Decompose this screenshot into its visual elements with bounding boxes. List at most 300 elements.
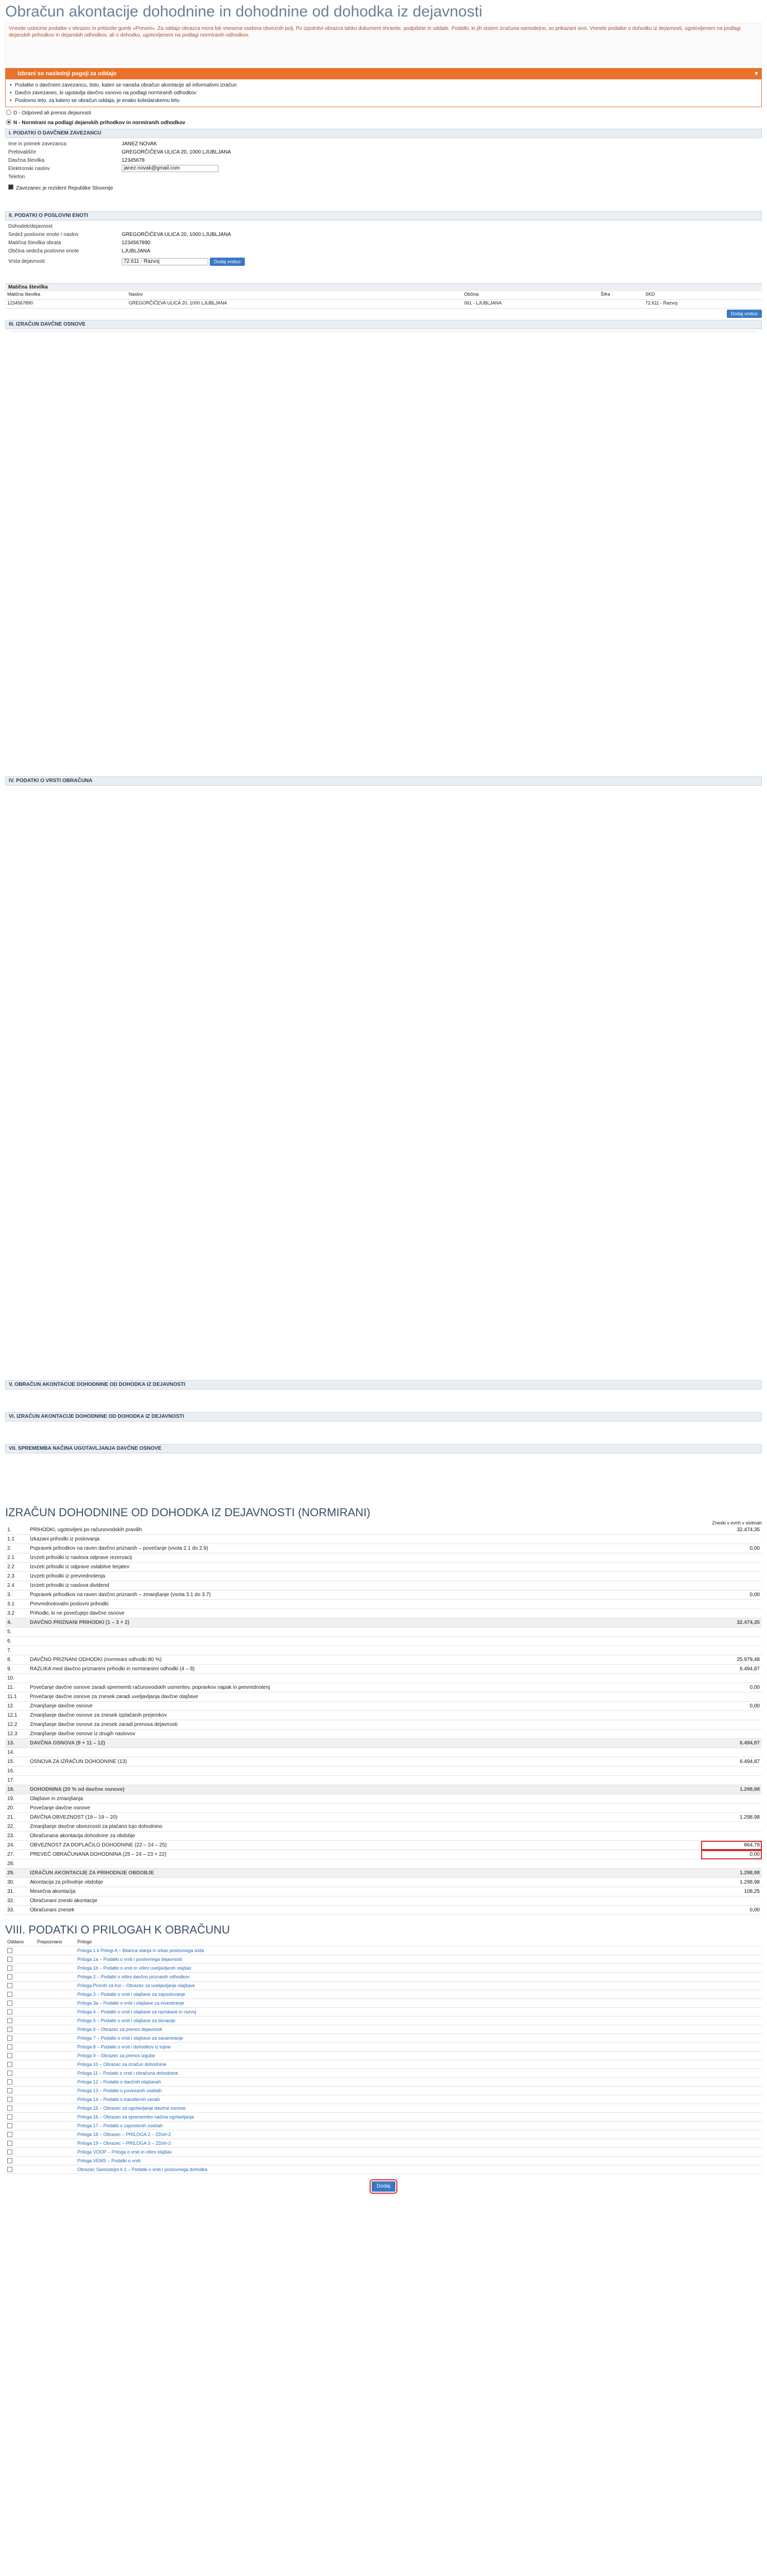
attachment-name [75, 2139, 762, 2148]
attachment-submitted[interactable] [5, 2122, 35, 2130]
attachment-recognized [35, 2008, 75, 2016]
checkbox-icon[interactable] [7, 2071, 12, 2076]
calc-row-value[interactable]: 1.298,98 [701, 1785, 762, 1794]
calc-row-number: 11. [5, 1683, 28, 1692]
attachment-recognized [35, 2025, 75, 2034]
calc-row-value[interactable] [701, 1822, 762, 1832]
calc-row-value[interactable] [701, 1581, 762, 1590]
attachments-table [5, 1938, 762, 2174]
form-row [8, 165, 759, 173]
attachment-row [5, 2016, 762, 2025]
calc-row-label [28, 1859, 701, 1869]
calc-row [5, 1572, 762, 1581]
checkbox-icon[interactable] [7, 2009, 12, 2014]
calc-row-number: 13. [5, 1739, 28, 1748]
attachment-recognized [35, 2069, 75, 2078]
checkbox-icon[interactable] [7, 2088, 12, 2093]
attachment-link[interactable]: Priloga 3 – Podatki o vrsti i olajšave za zaposlovanje [77, 1992, 186, 1997]
checkbox-icon[interactable] [7, 2141, 12, 2146]
calc-row-number: 18. [5, 1785, 28, 1794]
attachment-row [5, 2113, 762, 2122]
section-header: I. PODATKI O DAVČNEM ZAVEZANCU [5, 129, 762, 138]
attachment-name [75, 2130, 762, 2139]
calc-row-value[interactable]: 32.474,35 [701, 1526, 762, 1535]
attachment-link[interactable]: Priloga 7 – Podatki o vrsti i olajšave za zavarovanje [77, 2036, 184, 2041]
calc-row-value[interactable] [701, 1563, 762, 1572]
calc-row [5, 1757, 762, 1767]
alert-box [5, 79, 762, 107]
calc-row [5, 1767, 762, 1776]
calc-row-value[interactable]: 1.298,98 [701, 1878, 762, 1887]
attachment-link[interactable]: Priloga VEMS – Podatki o vrsti [77, 2158, 141, 2163]
checkbox-icon[interactable] [7, 2123, 12, 2128]
calc-row-value[interactable] [701, 1859, 762, 1869]
calc-row-value[interactable]: 0,00 [701, 1850, 762, 1859]
add-row-button[interactable]: Dodaj vrstico [210, 258, 245, 266]
attachment-link[interactable]: Priloga 1b – Podatki o vrsti in višini uveljavljenih olajšav [77, 1965, 192, 1971]
attachment-submitted[interactable] [5, 2069, 35, 2078]
attachment-submitted[interactable] [5, 1981, 35, 1990]
attachment-row [5, 2025, 762, 2034]
checkbox-icon[interactable] [7, 1957, 12, 1962]
attachment-link[interactable]: Priloga 3a – Podatki o vrsti i olajšave za investiranje [77, 2001, 185, 2006]
alert-bar[interactable] [5, 68, 762, 79]
attachment-recognized [35, 1955, 75, 1964]
calc-row-label [28, 1748, 701, 1757]
field-label: Vrsta dejavnosti [8, 259, 45, 264]
calc-row-value[interactable] [701, 1637, 762, 1646]
attachment-recognized [35, 2052, 75, 2060]
attachment-name [75, 2060, 762, 2069]
calc-row-label: DOHODNINA (20 % od davčne osnove) [28, 1785, 701, 1794]
checkbox-icon[interactable] [7, 1948, 12, 1953]
units-table [5, 291, 762, 309]
attachment-link[interactable]: Priloga 5 – Podatki o vrsti i olajšave za donacije [77, 2018, 176, 2023]
calc-row-label: Zmanjšanje davčne osnove iz drugih naslovov [28, 1730, 701, 1739]
calc-row [5, 1841, 762, 1850]
unit-form [5, 221, 762, 281]
attachment-link[interactable]: Priloga 11 – Podatki o vrsti i obračuna dohodnine [77, 2071, 178, 2076]
calc-row-value[interactable]: 32.474,35 [701, 1618, 762, 1628]
attachment-submitted[interactable] [5, 2008, 35, 2016]
calc-row-label: Izvzeti prihodki iz prevrednotenja [28, 1572, 701, 1581]
calc-row-number: 12. [5, 1702, 28, 1711]
attachment-row [5, 1973, 762, 1981]
calc-row-value[interactable] [701, 1711, 762, 1720]
attachment-link[interactable]: Priloga 4 – Podatki o vrsti i olajšave za raziskave in razvoj [77, 2009, 196, 2014]
calc-row-number: 2. [5, 1544, 28, 1553]
attachment-name [75, 1973, 762, 1981]
cell[interactable]: 72.611 - Razvoj [643, 300, 762, 309]
attachment-name [75, 1964, 762, 1973]
radio-icon[interactable] [6, 120, 11, 125]
attachment-row [5, 1990, 762, 1999]
calc-row-number: 12.3 [5, 1730, 28, 1739]
calc-row-value[interactable] [701, 1553, 762, 1563]
calc-row-number: 31. [5, 1887, 28, 1896]
calc-row-label [28, 1646, 701, 1655]
calc-row-label: Zmanjšanje davčne osnove [28, 1702, 701, 1711]
section-iii-body [5, 331, 762, 774]
attachment-submitted[interactable] [5, 2078, 35, 2087]
calc-row [5, 1794, 762, 1804]
field-label: Dohodek/dejavnost [8, 224, 53, 229]
calc-row-value[interactable] [701, 1535, 762, 1544]
calc-row-label: DAVČNA OSNOVA (9 + 11 – 12) [28, 1739, 701, 1748]
calc-row-value[interactable] [701, 1804, 762, 1813]
calc-row-value[interactable]: 0,00 [701, 1590, 762, 1600]
calc-row-number: 12.1 [5, 1711, 28, 1720]
attachment-submitted[interactable] [5, 1973, 35, 1981]
attachment-submitted[interactable] [5, 2139, 35, 2148]
calc-row-label: Popravek prihodkov na raven davčno priznanih – zmanjšanje (vsota 3.1 do 3.7) [28, 1590, 701, 1600]
form-row [8, 231, 759, 239]
attachment-link[interactable]: Obrazec Samostojni k 1 – Podatki o vrsti i poslovnega dohodka [77, 2167, 208, 2172]
checkbox-icon[interactable] [7, 2097, 12, 2102]
alert-item: • Poslovno leto, za katero se obračun oddaja, je enako koledarskemu letu [10, 97, 757, 105]
checkbox-icon[interactable] [7, 1965, 12, 1971]
calc-row-label: Izvzeti prihodki iz naslova dividend [28, 1581, 701, 1590]
col-header: Občina [462, 291, 598, 300]
attachment-row [5, 2060, 762, 2069]
attachment-link[interactable]: Priloga 2 – Podatki o višini davčno priznanih odhodkov [77, 1974, 190, 1979]
calc-row-label: PREVEČ OBRAČUNANA DOHODNINA (25 – 24 – 23 + 22) [28, 1850, 701, 1859]
calc-row-number: 30. [5, 1878, 28, 1887]
calc-row-value[interactable]: 1.298,98 [701, 1813, 762, 1822]
email-field[interactable]: janez.novak@gmail.com [122, 165, 219, 172]
attachment-row [5, 2008, 762, 2016]
intro-text: Vnesite ustrezne podatke v obrazec in pritisnite gumb »Preveri«. Za oddajo obrazca mora biti vnesena vsebina obveznih polj. Po izpolnitvi obrazca lahko dokument shranite, podpišete in oddate. Podatki, ki jih sistem izračuna samodejno, so prikazani sivo. Vnesite podatke o dohodku iz dejavnosti, ugotovljenem na podlagi dejanskih prihodkov in dejanskih odhodkov, ali o dohodku, ugotovljenem na podlagi normiranih odhodkov. [5, 23, 762, 65]
calc-row-number: 21. [5, 1813, 28, 1822]
attachments-title: VIII. PODATKI O PRILOGAH K OBRAČUNU [5, 1923, 230, 1936]
calc-row-value[interactable] [701, 1776, 762, 1785]
calc-row-number: 24. [5, 1841, 28, 1850]
attachment-submitted[interactable] [5, 2034, 35, 2043]
section-header: VII. SPREMEMBA NAČINA UGOTAVLJANJA DAVČNE OSNOVE [5, 1444, 762, 1453]
calc-row [5, 1628, 762, 1637]
calc-row-label: PRIHODKI, ugotovljeni po računovodskih pravilih [28, 1526, 701, 1535]
calc-row-value[interactable]: 25.979,48 [701, 1655, 762, 1665]
calc-row [5, 1832, 762, 1841]
attachment-name [75, 2095, 762, 2104]
calc-row-label: Izkazani prihodki iz poslovanja [28, 1535, 701, 1544]
calc-row-label [28, 1767, 701, 1776]
calc-row-value[interactable]: 864,79 [701, 1841, 762, 1850]
calc-row-value[interactable] [701, 1720, 762, 1730]
calc-row-label [28, 1628, 701, 1637]
calc-row-value[interactable] [701, 1600, 762, 1609]
form-row [8, 223, 759, 231]
calc-row-number: 16. [5, 1767, 28, 1776]
cell[interactable]: GREGORČIČEVA ULICA 20, 1000 LJUBLJANA [127, 300, 462, 309]
attachment-submitted[interactable] [5, 2060, 35, 2069]
attachment-submitted[interactable] [5, 2104, 35, 2113]
attachment-link[interactable]: Priloga 9 – Obrazec za prenos izgube [77, 2053, 155, 2058]
col-header: Priloge [75, 1938, 762, 1946]
calc-row [5, 1822, 762, 1832]
calc-row-value[interactable]: 1.298,98 [701, 1869, 762, 1878]
calc-row-number: 8. [5, 1655, 28, 1665]
calc-row-value[interactable] [701, 1572, 762, 1581]
calc-row [5, 1683, 762, 1692]
table-row [5, 291, 762, 300]
cell[interactable]: 061 - LJUBLJANA [462, 300, 598, 309]
cell[interactable]: 1234567890 [5, 300, 127, 309]
attachment-link[interactable]: Priloga 16 – Obrazec za spremembo načina ugotavljanja [77, 2114, 194, 2120]
field-value: JANEZ NOVAK [122, 141, 157, 147]
calc-row-value[interactable]: 108,25 [701, 1887, 762, 1896]
calc-row-label [28, 1674, 701, 1683]
calc-row-label: Zmanjšanje davčne obveznosti za plačano tujo dohodnino [28, 1822, 701, 1832]
attachment-submitted[interactable] [5, 2148, 35, 2157]
checkbox-icon[interactable] [7, 2027, 12, 2032]
calc-row-label [28, 1637, 701, 1646]
attachment-recognized [35, 2060, 75, 2069]
section-header: VI. IZRAČUN AKONTACIJE DOHODNINE OD DOHODKA IZ DEJAVNOSTI [5, 1412, 762, 1421]
attachment-link[interactable]: Priloga 17 – Podatki o zaposlenih osebah [77, 2123, 163, 2128]
attachment-submitted[interactable] [5, 2165, 35, 2174]
calc-row-value[interactable] [701, 1692, 762, 1702]
attachment-submitted[interactable] [5, 2113, 35, 2122]
col-header: Šifra [598, 291, 643, 300]
calc-row-value[interactable] [701, 1674, 762, 1683]
attachment-name [75, 2157, 762, 2165]
alert-item: • Davčni zavezanec, ki ugotavlja davčno osnovo na podlagi normiranih odhodkov [10, 89, 757, 97]
radio-icon[interactable] [6, 110, 11, 115]
attachment-row [5, 2052, 762, 2060]
attachment-row [5, 2165, 762, 2174]
taxpayer-form [5, 138, 762, 209]
attachment-submitted[interactable] [5, 1990, 35, 1999]
checkbox-icon[interactable] [7, 2079, 12, 2084]
calc-row-value[interactable]: 6.494,87 [701, 1757, 762, 1767]
checkbox-icon[interactable] [7, 2158, 12, 2163]
checkbox-icon[interactable] [7, 2018, 12, 2023]
attachment-name [75, 1955, 762, 1964]
attachment-link[interactable]: Priloga 1a – Podatki o vrsti i poslovnega dejavnosti [77, 1957, 182, 1962]
attachment-name [75, 2087, 762, 2095]
attachment-submitted[interactable] [5, 2016, 35, 2025]
attachment-name [75, 2078, 762, 2087]
checkbox-icon[interactable] [7, 2062, 12, 2067]
attachment-row [5, 2095, 762, 2104]
calc-row-label [28, 1776, 701, 1785]
calc-row [5, 1804, 762, 1813]
calc-row-value[interactable] [701, 1628, 762, 1637]
field-value: GREGORČIČEVA ULICA 20, 1000 LJUBLJANA [122, 149, 231, 155]
calc-row-value[interactable] [701, 1730, 762, 1739]
attachment-name [75, 2016, 762, 2025]
checkbox-icon[interactable] [7, 1983, 12, 1988]
checkbox-icon[interactable] [7, 2149, 12, 2155]
checkbox-icon[interactable] [7, 2106, 12, 2111]
attachment-row [5, 1999, 762, 2008]
checkbox-icon[interactable] [8, 184, 13, 190]
attachment-submitted[interactable] [5, 2157, 35, 2165]
attachment-link[interactable]: Priloga 10 – Obrazec za izračun dohodnine [77, 2062, 166, 2067]
calc-row-value[interactable] [701, 1794, 762, 1804]
section-v-body [5, 1389, 762, 1410]
calc-row-number: 2.1 [5, 1553, 28, 1563]
calc-row [5, 1739, 762, 1748]
attachment-submitted[interactable] [5, 2052, 35, 2060]
calc-row-number: 33. [5, 1906, 28, 1915]
add-attachment-button[interactable]: Dodaj [372, 2181, 395, 2192]
calc-row-number: 2.4 [5, 1581, 28, 1590]
calc-row-label: Obračunana akontacija dohodnine za obdobje [28, 1832, 701, 1841]
calc-row-number: 19. [5, 1794, 28, 1804]
attachment-name [75, 2025, 762, 2034]
attachment-name [75, 2043, 762, 2052]
checkbox-icon[interactable] [7, 2036, 12, 2041]
attachment-name [75, 1990, 762, 1999]
calc-row-value[interactable]: 0,00 [701, 1702, 762, 1711]
calc-row-number: 14. [5, 1748, 28, 1757]
alert-item: • Podatke o davčnem zavezancu, tisto, kateri se nanaša obračun akontacije ali informativni izračun [10, 81, 757, 89]
attachment-link[interactable]: Priloga 12 – Podatki o davčnih olajšavah [77, 2079, 161, 2084]
calc-row-number: 3.2 [5, 1609, 28, 1618]
field-label: Davčna številka [8, 158, 45, 163]
calc-row-value[interactable]: 0,00 [701, 1906, 762, 1915]
calc-row-value[interactable] [701, 1896, 762, 1906]
calc-row [5, 1702, 762, 1711]
attachment-name [75, 2113, 762, 2122]
calc-row-value[interactable]: 0,00 [701, 1544, 762, 1553]
attachment-recognized [35, 1946, 75, 1955]
calc-row-label: Popravek prihodkov na raven davčno priznanih – povečanje (vsota 2.1 do 2.9) [28, 1544, 701, 1553]
checkbox-icon[interactable] [7, 2132, 12, 2137]
field-label: Občina sedeža poslovne enote [8, 248, 79, 254]
calc-table [5, 1526, 762, 1915]
calc-row [5, 1526, 762, 1535]
checkbox-icon[interactable] [7, 2167, 12, 2172]
attachment-submitted[interactable] [5, 2043, 35, 2052]
attachment-link[interactable]: Priloga 1 k Prilogi A – Bilanca stanja in izkaz poslovnega izida [77, 1948, 204, 1953]
section-iv-body [5, 786, 762, 1378]
col-header: Prepoznano [35, 1938, 75, 1946]
checkbox-icon[interactable] [7, 2044, 12, 2049]
calc-row-number: 5. [5, 1628, 28, 1637]
form-row [8, 140, 759, 148]
field-label: Sedež poslovne enote / naslov [8, 232, 79, 238]
option-n[interactable] [6, 119, 761, 127]
attachment-submitted[interactable] [5, 2130, 35, 2139]
checkbox-icon[interactable] [7, 2114, 12, 2120]
attachment-submitted[interactable] [5, 2095, 35, 2104]
table-row[interactable] [5, 300, 762, 309]
calc-row [5, 1544, 762, 1553]
checkbox-icon[interactable] [7, 2053, 12, 2058]
col-header: Oddano [5, 1938, 35, 1946]
section-vii-body [5, 1453, 762, 1500]
calc-row-number: 23. [5, 1832, 28, 1841]
calc-row-number: 3. [5, 1590, 28, 1600]
calc-row-value[interactable] [701, 1832, 762, 1841]
attachment-link[interactable]: Priloga 14 – Podatki o transfernih cenah [77, 2097, 160, 2102]
calc-row [5, 1887, 762, 1896]
attachment-recognized [35, 2130, 75, 2139]
calc-row [5, 1563, 762, 1572]
activity-row [8, 258, 759, 266]
checkbox-icon[interactable] [7, 1974, 12, 1979]
calc-row-value[interactable]: 0,00 [701, 1683, 762, 1692]
attachment-recognized [35, 2034, 75, 2043]
calc-title: IZRAČUN DOHODNINE OD DOHODKA IZ DEJAVNOSTI (NORMIRANI) [5, 1506, 371, 1519]
col-header: Naslov [127, 291, 462, 300]
activity-select[interactable]: 72.611 - Razvoj [122, 258, 208, 265]
calc-row-number: 29. [5, 1869, 28, 1878]
calc-row-value[interactable]: 6.494,87 [701, 1739, 762, 1748]
calc-row [5, 1906, 762, 1915]
attachment-submitted[interactable] [5, 1946, 35, 1955]
calc-row-label: DAVČNO PRIZNANI ODHODKI (normirani odhodki 80 %) [28, 1655, 701, 1665]
calc-row-number: 22. [5, 1822, 28, 1832]
calc-row-number: 2.3 [5, 1572, 28, 1581]
attachment-recognized [35, 2165, 75, 2174]
attachment-submitted[interactable] [5, 1999, 35, 2008]
form-row [8, 157, 759, 165]
attachment-link[interactable]: Priloga Priznih za Ksi – Obrazec za uveljavljanje olajšave [77, 1983, 195, 1988]
attachment-link[interactable]: Priloga 19 – Obrazec – PRILOGA 3 – ZDoh-2 [77, 2141, 171, 2146]
checkbox-icon[interactable] [7, 1992, 12, 1997]
checkbox-icon[interactable] [7, 2001, 12, 2006]
attachment-submitted[interactable] [5, 1964, 35, 1973]
attachment-submitted[interactable] [5, 1955, 35, 1964]
section-vi-body [5, 1421, 762, 1442]
attachment-link[interactable]: Priloga 8 – Podatki o vrsti i dohodkov iz tujine [77, 2044, 171, 2049]
field-value: LJUBLJANA [122, 248, 151, 254]
close-icon[interactable]: ▾ [755, 71, 758, 77]
alert-title: Izbrani so naslednji pogoji za oddajo [18, 71, 116, 77]
section-header: II. PODATKI O POSLOVNI ENOTI [5, 211, 762, 221]
add-unit-button[interactable]: Dodaj vrstico [727, 310, 762, 318]
calc-row-value[interactable] [701, 1748, 762, 1757]
calc-row-label: OBVEZNOST ZA DOPLAČILO DOHODNINE (22 – 24 – 25) [28, 1841, 701, 1850]
attachment-link[interactable]: Priloga 18 – Obrazec – PRILOGA 2 – ZDoh-2 [77, 2132, 171, 2137]
calc-row-number: 17. [5, 1776, 28, 1785]
calc-row-value[interactable] [701, 1646, 762, 1655]
attachment-submitted[interactable] [5, 2025, 35, 2034]
calc-row-value[interactable] [701, 1609, 762, 1618]
option-d[interactable] [6, 109, 761, 117]
cell[interactable] [598, 300, 643, 309]
calc-row-label: Zmanjšanje davčne osnove za znesek zaradi prenosa dejavnosti [28, 1720, 701, 1730]
attachment-link[interactable]: Priloga 6 – Obrazec za prenos dejavnosti [77, 2027, 162, 2032]
calc-row [5, 1850, 762, 1859]
calc-row-label: Obračunani zneski akontacije [28, 1896, 701, 1906]
calc-row-value[interactable] [701, 1767, 762, 1776]
calc-row [5, 1665, 762, 1674]
attachment-link[interactable]: Priloga VOOP – Priloga o vrsti in višini olajšav [77, 2149, 172, 2155]
calc-row-number: 7. [5, 1646, 28, 1655]
calc-row-number: 1. [5, 1526, 28, 1535]
attachment-link[interactable]: Priloga 15 – Obrazec za ugotavljanje davčne osnove [77, 2106, 186, 2111]
attachment-link[interactable]: Priloga 13 – Podatki o povezanih osebah [77, 2088, 162, 2093]
calc-row-label: OSNOVA ZA IZRAČUN DOHODNINE (13) [28, 1757, 701, 1767]
attachment-row [5, 2043, 762, 2052]
attachment-name [75, 2069, 762, 2078]
attachment-submitted[interactable] [5, 2087, 35, 2095]
resident-row[interactable] [8, 184, 759, 193]
attachment-name [75, 1999, 762, 2008]
calc-row-label: Prihodki, ki ne povečujejo davčne osnove [28, 1609, 701, 1618]
attachment-name [75, 2034, 762, 2043]
calc-row-value[interactable]: 6.494,87 [701, 1665, 762, 1674]
table-row [5, 1938, 762, 1946]
calc-row-number: 9. [5, 1665, 28, 1674]
option-d-label: D - Odpoved ali prenos dejavnosti [13, 110, 91, 116]
calc-row-label: Prevrednotovalni poslovni prihodki [28, 1600, 701, 1609]
